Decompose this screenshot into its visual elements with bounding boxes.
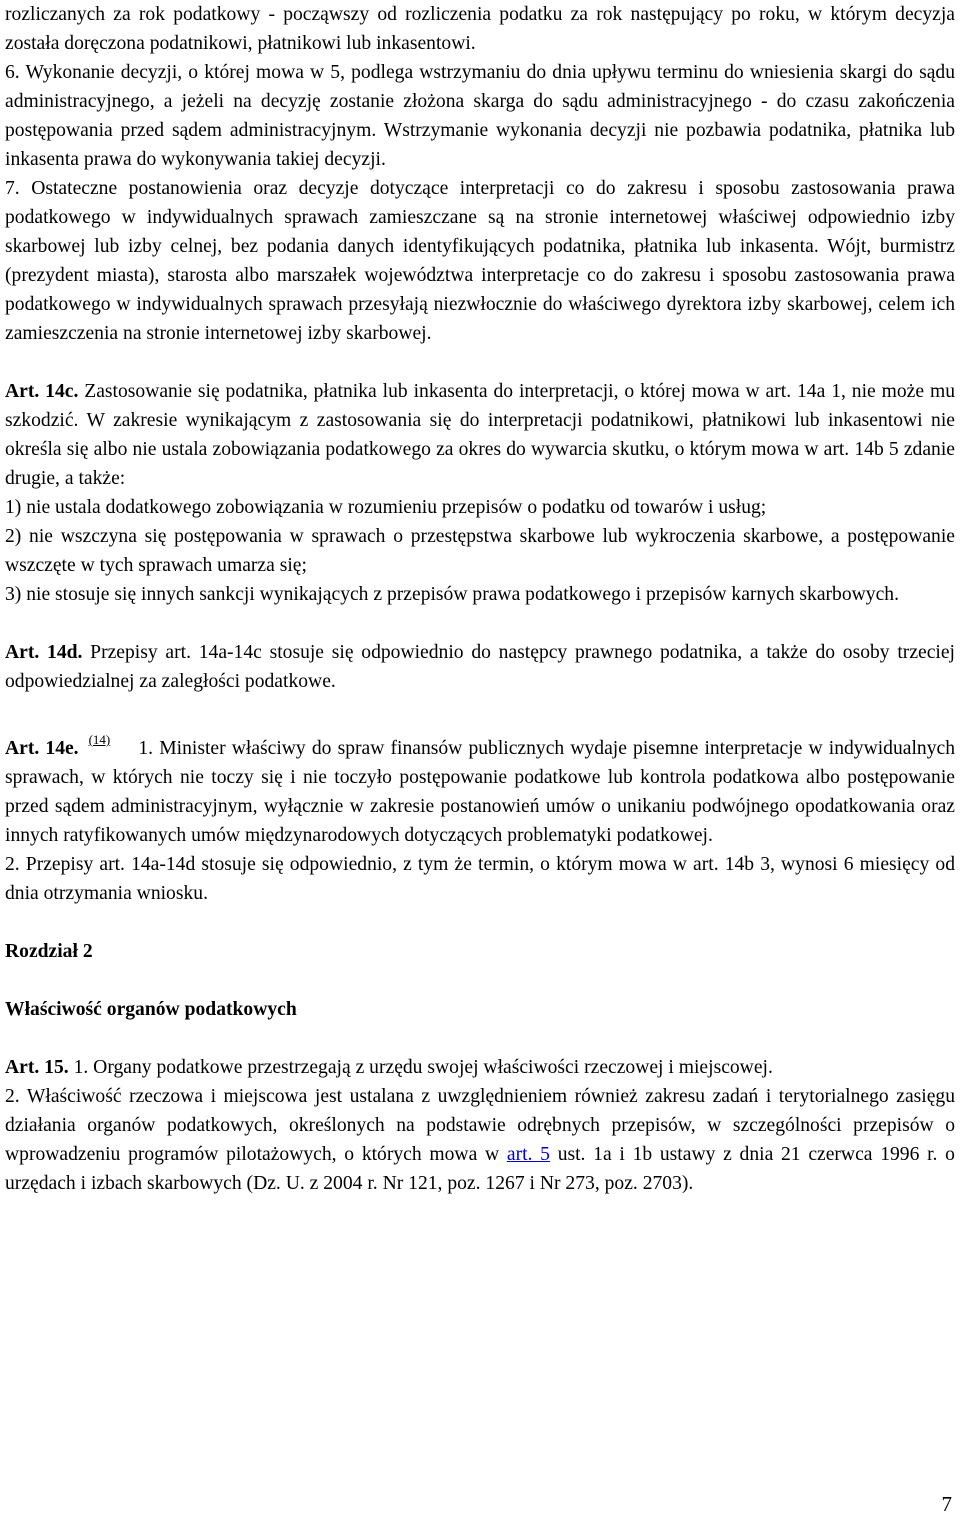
- article-14e-paragraph-2: 2. Przepisy art. 14a-14d stosuje się odpowiednio, z tym że termin, o którym mowa w art. 14b 3, wynosi 6 miesięcy od dnia otrzymania wniosku.: [5, 854, 955, 904]
- article-14e-label: Art. 14e.: [5, 738, 79, 759]
- article-14c-text: Zastosowanie się podatnika, płatnika lub inkasenta do interpretacji, o której mowa w art. 14a 1, nie może mu szkodzić. W zakresie wynikającym z zastosowania się do interpretacji podatnikowi, płatnikowi lub inkasentowi nie określa się albo nie ustala zobowiązania podatkowego za okres do wywarcia skutku, o którym mowa w art. 14b 5 zdanie drugie, a także:: [5, 381, 955, 489]
- paragraph-7: 7. Ostateczne postanowienia oraz decyzje dotyczące interpretacji co do zakresu i sposobu zastosowania prawa podatkowego w indywidualnych sprawach zamieszczane są na stronie internetowej właściwej odpowiednio izby skarbowej lub izby celnej, bez podania danych identyfikujących podatnika, płatnika lub inkasenta. Wójt, burmistrz (prezydent miasta), starosta albo marszałek województwa interpretacje co do zakresu i sposobu zastosowania prawa podatkowego w indywidualnych sprawach przesyłają niezwłocznie do właściwego dyrektora izby skarbowej, celem ich zamieszczenia na stronie internetowej izby skarbowej.: [5, 178, 955, 344]
- paragraph-6: 6. Wykonanie decyzji, o której mowa w 5, podlega wstrzymaniu do dnia upływu terminu do wniesienia skargi do sądu administracyjnego, a jeżeli na decyzję zostanie złożona skarga do sądu administracyjnego - do czasu zakończenia postępowania przed sądem administracyjnym. Wstrzymanie wykonania decyzji nie pozbawia podatnika, płatnika lub inkasenta prawa do wykonywania takiej decyzji.: [5, 62, 955, 170]
- list-item-1: 1) nie ustala dodatkowego zobowiązania w rozumieniu przepisów o podatku od towarów i usług;: [5, 497, 767, 518]
- page-number: 7: [941, 1492, 952, 1516]
- article-15-label: Art. 15.: [5, 1057, 69, 1078]
- article-14d-label: Art. 14d.: [5, 642, 83, 663]
- article-15-paragraph-2-text-b: ust. 1a i 1b ustawy z dnia 21 czerwca 1996 r. o urzędach i izbach skarbowych (Dz. U. z 2004 r. Nr 121, poz. 1267 i Nr 273, poz. 2703).: [5, 1144, 955, 1194]
- article-15-paragraph-2-text-a: 2. Właściwość rzeczowa i miejscowa jest ustalana z uwzględnieniem również zakresu zadań i terytorialnego zasięgu działania organów podatkowych, określonych na podstawie odrębnych przepisów, w szczególności przepisów o wprowadzeniu programów pilotażowych, o których mowa w: [5, 1086, 955, 1165]
- article-14d: [5, 638, 955, 696]
- article-14c-label: Art. 14c.: [5, 381, 79, 402]
- article-15-paragraph-2: [5, 1082, 955, 1198]
- paragraph-intro: rozliczanych za rok podatkowy - począwszy od rozliczenia podatku za rok następujący po roku, w którym decyzja została doręczona podatnikowi, płatnikowi lub inkasentowi.: [5, 4, 955, 54]
- article-14d-text: Przepisy art. 14a-14c stosuje się odpowiednio do następcy prawnego podatnika, a także do osoby trzeciej odpowiedzialnej za zaległości podatkowe.: [5, 642, 955, 692]
- document-page: [5, 0, 955, 1198]
- list-item-3: 3) nie stosuje się innych sankcji wynikających z przepisów prawa podatkowego i przepisów karnych skarbowych.: [5, 584, 899, 605]
- article-14e: [5, 725, 955, 850]
- article-15-text: 1. Organy podatkowe przestrzegają z urzędu swojej właściwości rzeczowej i miejscowej.: [68, 1057, 773, 1078]
- article-14e-text: 1. Minister właściwy do spraw finansów publicznych wydaje pisemne interpretacje w indywidualnych sprawach, w których nie toczy się i nie toczyło postępowanie podatkowe lub kontrola podatkowa albo postępowanie przed sądem administracyjnym, wyłącznie w zakresie postanowień umów o unikaniu podwójnego opodatkowania oraz innych ratyfikowanych umów międzynarodowych dotyczących problematyki podatkowej.: [5, 738, 955, 846]
- article-15: [5, 1053, 955, 1082]
- footnote-ref-14[interactable]: (14): [88, 732, 111, 747]
- chapter-title: Właściwość organów podatkowych: [5, 999, 297, 1020]
- article-14c: [5, 377, 955, 493]
- art-5-link[interactable]: art. 5: [506, 1144, 550, 1165]
- list-item-2: 2) nie wszczyna się postępowania w sprawach o przestępstwa skarbowe lub wykroczenia skarbowe, a postępowanie wszczęte w tych sprawach umarza się;: [5, 526, 955, 576]
- chapter-number: Rozdział 2: [5, 941, 93, 962]
